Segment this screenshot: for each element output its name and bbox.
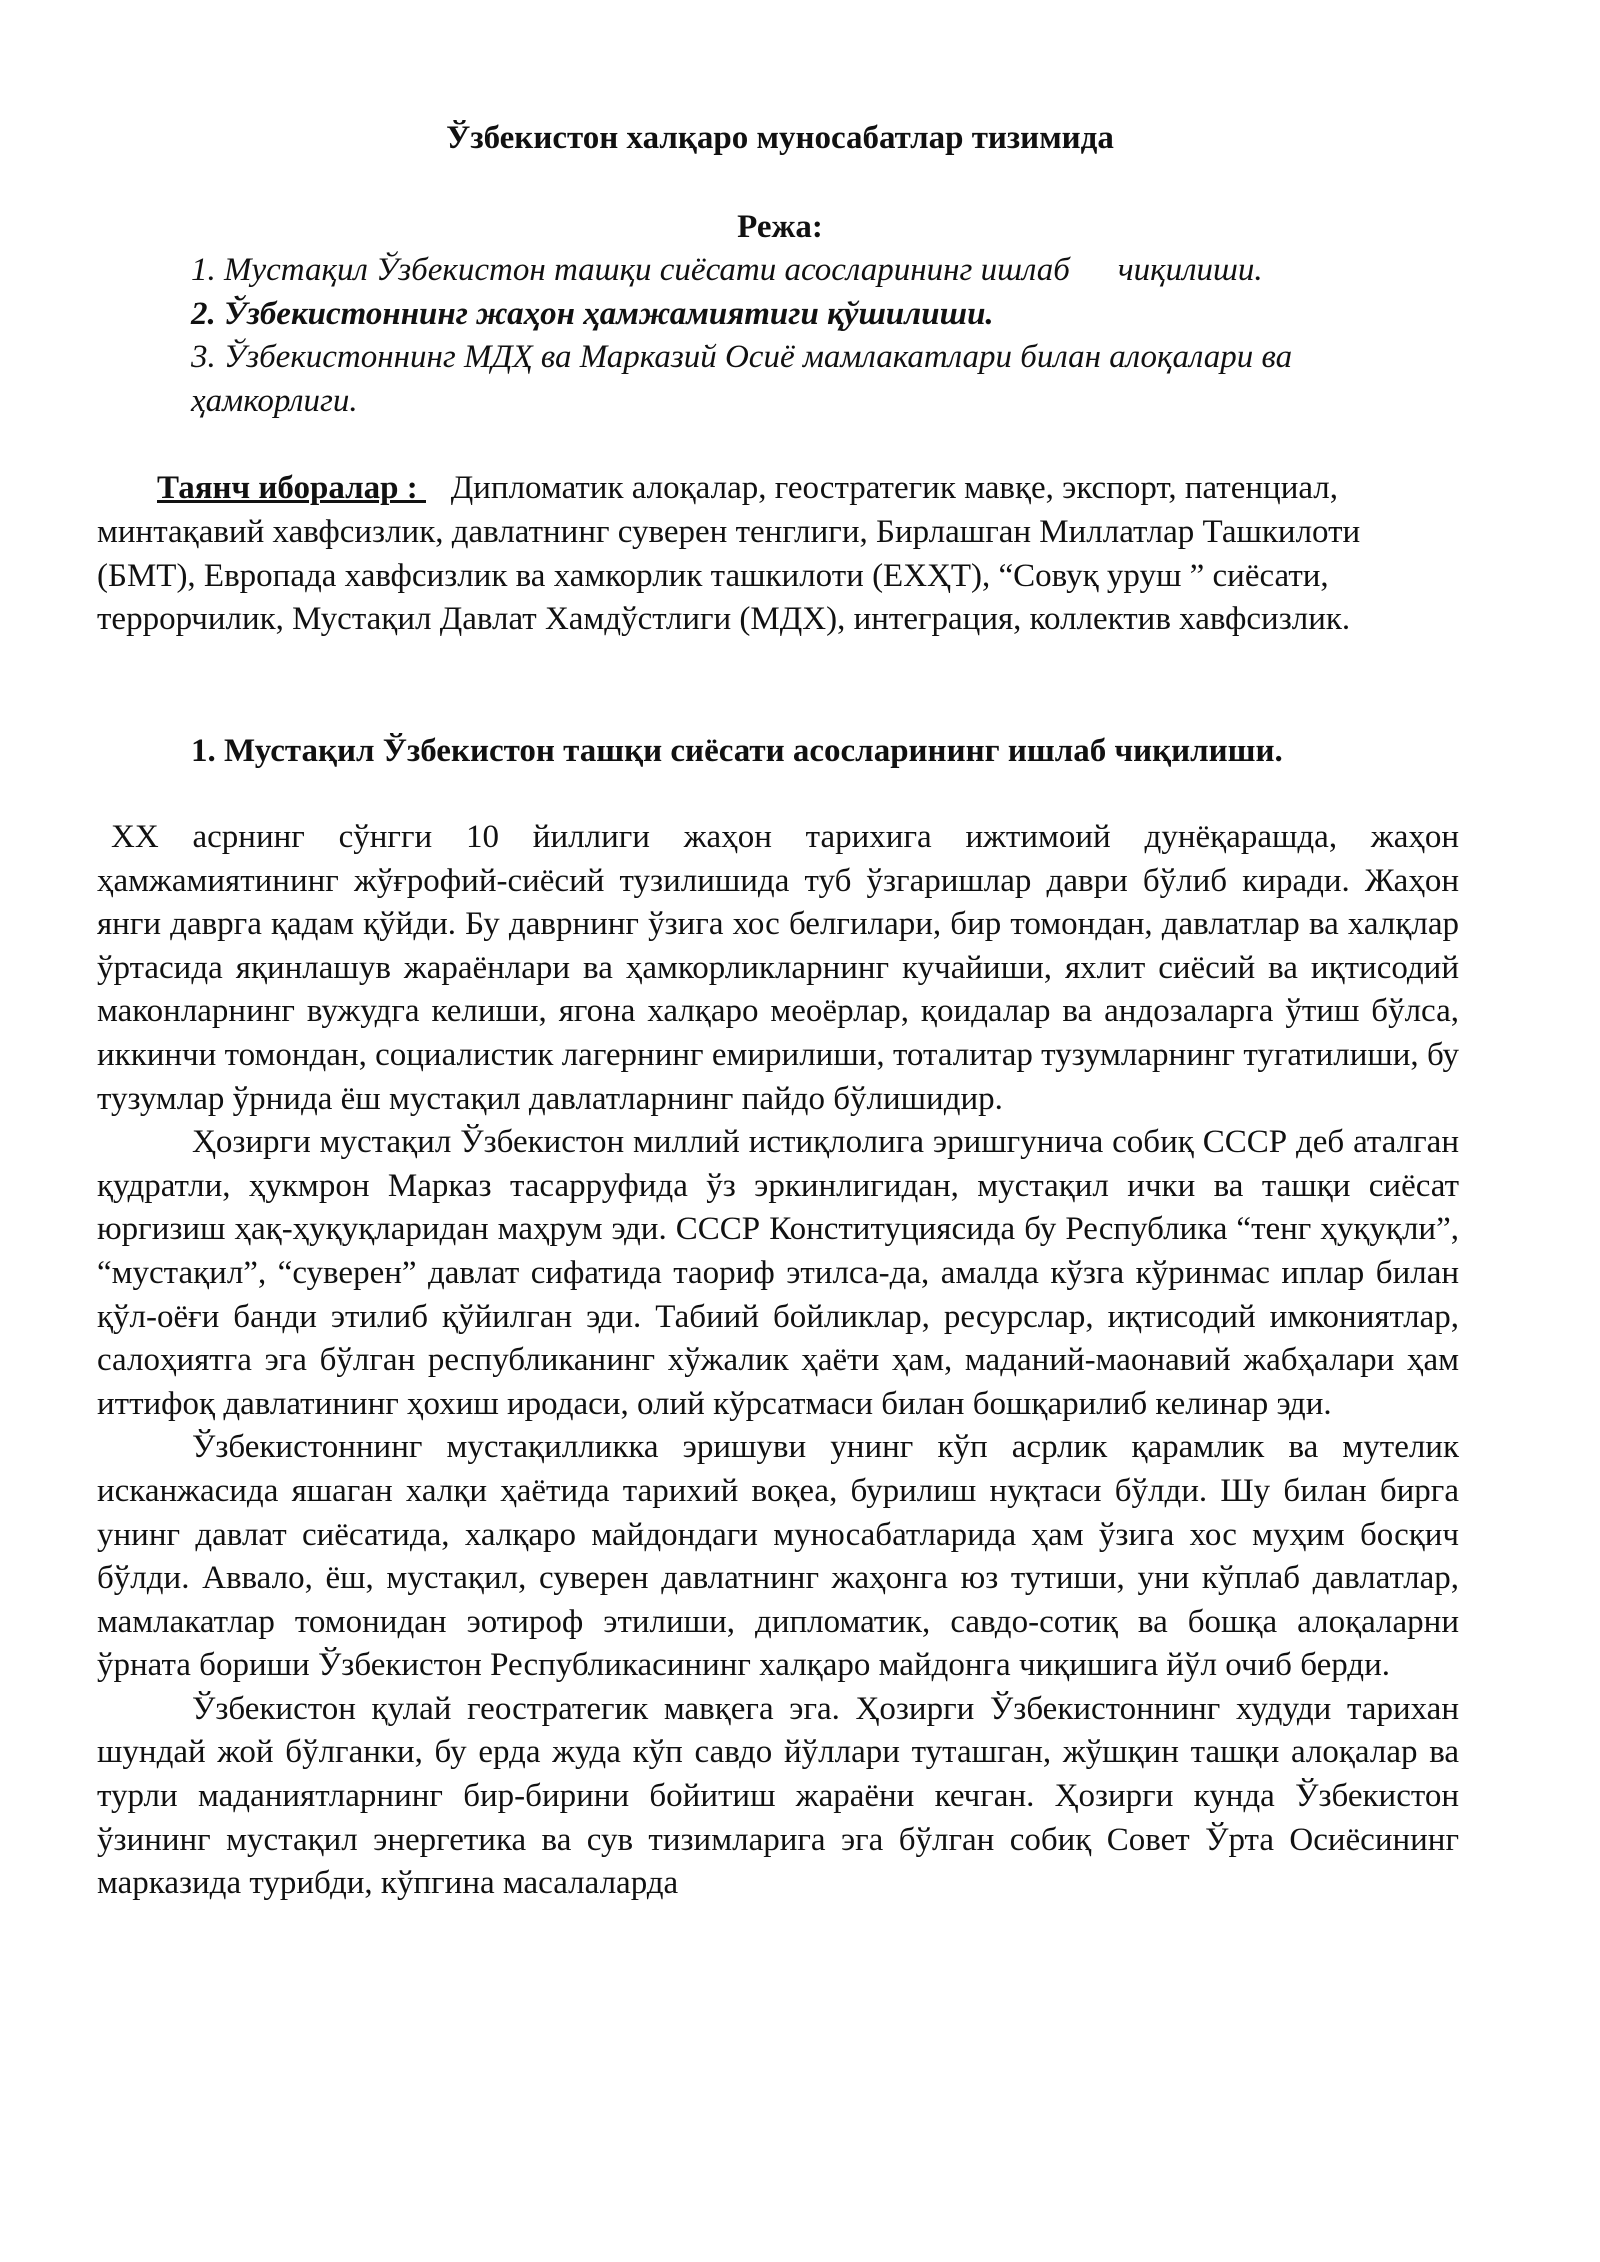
body-paragraph: XX асрнинг сўнгги 10 йиллиги жаҳон тарихига ижтимоий дунёқарашда, жаҳон ҳамжамиятининг жўғрофий-сиёсий тузилишида туб ўзгаришлар даври бўлиб киради. Жаҳон янги даврга қадам қўйди. Бу даврнинг ўзига хос белгилари, бир томондан, давлатлар ва халқлар ўртасида яқинлашув жараёнлари ва ҳамкорликларнинг кучайиши, яхлит сиёсий ва иқтисодий маконларнинг вужудга келиши, ягона халқаро меоёрлар, қоидалар ва андозаларга ўтиш бўлса, иккинчи томондан, социалистик лагернинг емирилиши, тоталитар тузумларнинг тугатилиши, бу тузумлар ўрнида ёш мустақил давлатларнинг пайдо бўлишидир. [97, 819, 1459, 1117]
document-title: Ўзбекистон халқаро муносабатлар тизимида [446, 120, 1114, 156]
plan-heading: Режа: [737, 209, 823, 245]
body-paragraph: Ўзбекистон қулай геостратегик мавқега эга. Ҳозирги Ўзбекистоннинг худуди тарихан шундай жой бўлганки, бу ерда жуда кўп савдо йўллари туташган, жўшқин ташқи алоқалар ва турли маданиятларнинг бир-бирини бойитиш жараёни кечган. Ҳозирги кунда Ўзбекистон ўзининг мустақил энергетика ва сув тизимларига эга бўлган собиқ Совет Ўрта Осиёсининг марказида турибди, кўпгина масалаларда [97, 1690, 1459, 1902]
section-heading: 1. Мустақил Ўзбекистон ташқи сиёсати асосларининг ишлаб чиқилиши. [191, 733, 1283, 769]
keywords-paragraph [97, 467, 1363, 642]
body-paragraph: Ўзбекистоннинг мустақилликка эришуви унинг кўп асрлик қарамлик ва мутелик исканжасида яшаган халқи ҳаётида тарихий воқеа, бурилиш нуқтаси бўлди. Шу билан бирга унинг давлат сиёсатида, халқаро майдондаги муносабатларида ҳам ўзига хос муҳим босқич бўлди. Аввало, ёш, мустақил, суверен давлатнинг жаҳонга юз тутиши, уни кўплаб давлатлар, мамлакатлар томонидан эотироф этилиши, дипломатик, савдо-сотиқ ва бошқа алоқаларни ўрната бориши Ўзбекистон Республикасининг халқаро майдонга чиқишига йўл очиб берди. [97, 1429, 1459, 1684]
section-body [97, 816, 1459, 1906]
plan-item-text: 1. Мустақил Ўзбекистон ташқи сиёсати асосларининг ишлаб [191, 252, 1070, 288]
plan-item: 2. Ўзбекистоннинг жаҳон ҳамжамиятиги қўшилиши. [191, 295, 994, 332]
keywords-label: Таянч иборалар : [157, 470, 426, 506]
plan-item [191, 249, 1463, 293]
body-paragraph: Ҳозирги мустақил Ўзбекистон миллий истиқлолига эришгунича собиқ СССР деб аталган қудратли, ҳукмрон Марказ тасарруфида ўз эркинлигидан, мустақил ички ва ташқи сиёсат юргизиш ҳақ-ҳуқуқларидан маҳрум эди. СССР Конституциясида бу Республика “тенг ҳуқуқли”, “мустақил”, “суверен” давлат сифатида таориф этилса-да, амалда кўзга кўринмас иплар билан қўл-оёғи банди этилиб қўйилган эди. Табиий бойликлар, ресурслар, иқтисодий имкониятлар, салоҳиятга эга бўлган республиканинг хўжалик ҳаёти ҳам, маданий-маонавий жабҳалари ҳам иттифоқ давлатининг ҳохиш иродаси, олий кўрсатмаси билан бошқарилиб келинар эди. [97, 1124, 1459, 1422]
plan-list [191, 249, 1463, 423]
keywords-text: Дипломатик алоқалар, геостратегик мавқе, экспорт, патенциал, минтақавий хавфсизлик, давлатнинг суверен тенглиги, Бирлашган Миллатлар Ташкилоти (БМТ), Европада хавфсизлик ва хамкорлик ташкилоти (ЕХҲТ), “Совуқ уруш ” сиёсати, террорчилик, Мустақил Давлат Хамдўстлиги (МДХ), интеграция, коллектив хавфсизлик. [97, 470, 1361, 638]
plan-item-text-tail: чиқилиши. [1117, 252, 1263, 288]
plan-item: 3. Ўзбекистоннинг МДҲ ва Марказий Осиё мамлакатлари билан алоқалари ва ҳамкорлиги. [191, 339, 1293, 419]
